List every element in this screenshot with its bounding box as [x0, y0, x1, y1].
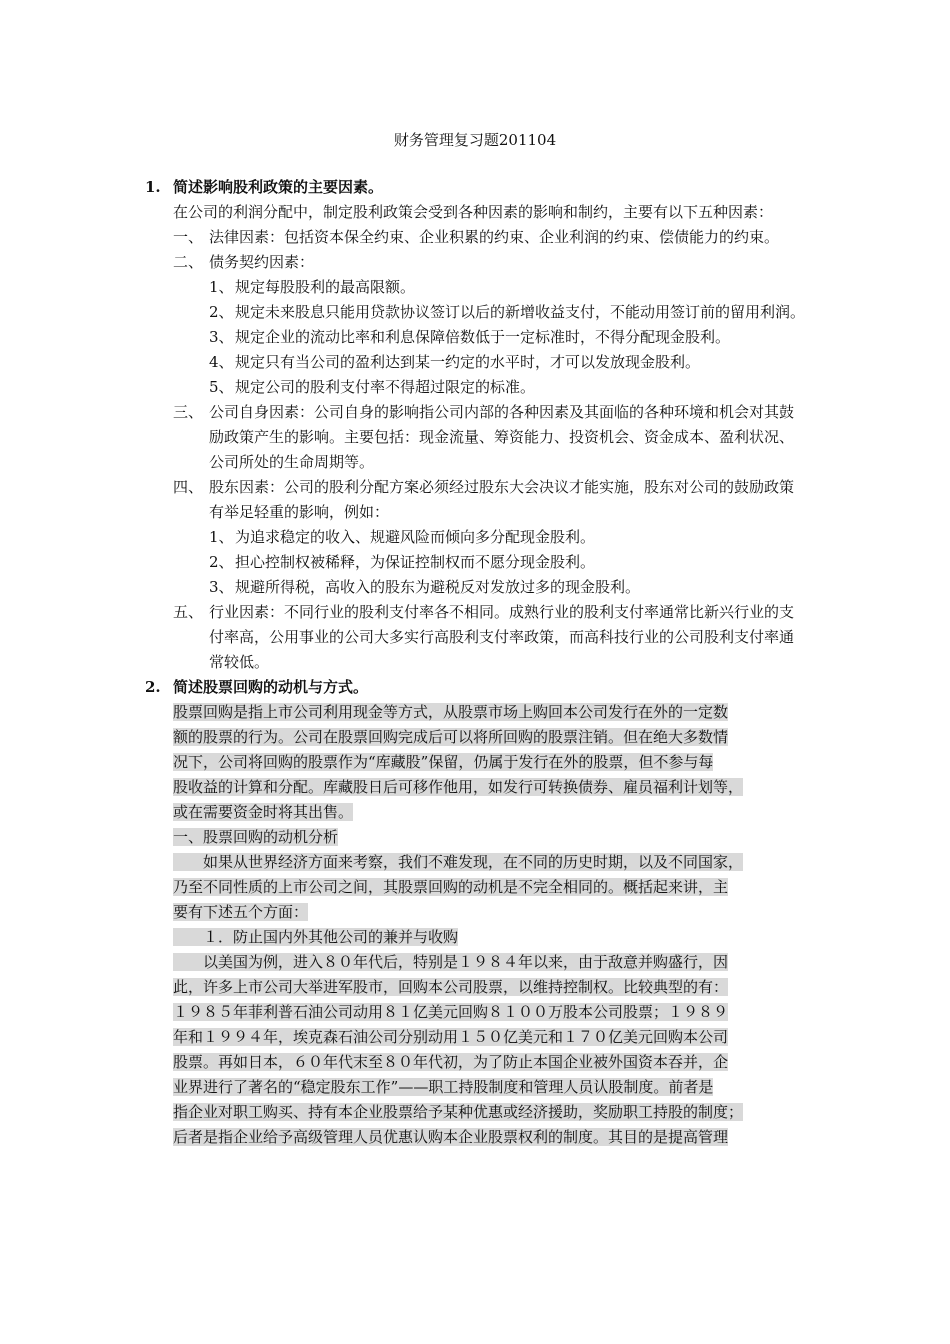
answer-line-9 — [173, 900, 805, 925]
highlighted-text: 股票回购是指上市公司利用现金等方式，从股票市场上购回本公司发行在外的一定数 — [173, 703, 729, 721]
highlighted-text: 要有下述五个方面： — [173, 903, 309, 921]
highlighted-text: 如果从世界经济方面来考察，我们不难发现，在不同的历史时期，以及不同国家， — [173, 853, 744, 871]
highlighted-text: 股收益的计算和分配。库藏股日后可移作他用，如发行可转换债券、雇员福利计划等， — [173, 778, 744, 796]
q1-intro: 在公司的利润分配中，制定股利政策会受到各种因素的影响和制约，主要有以下五种因素： — [173, 203, 774, 221]
answer-line-8 — [173, 875, 805, 900]
sub-marker: 2、 — [209, 553, 234, 571]
answer-line-18 — [173, 1125, 805, 1150]
answer-line-10 — [173, 925, 805, 950]
highlighted-text: 乃至不同性质的上市公司之间，其股票回购的动机是不完全相同的。概括起来讲，主 — [173, 878, 729, 896]
answer-line-15 — [173, 1050, 805, 1075]
question-2-heading — [145, 675, 805, 700]
sub-text: 规定未来股息只能用贷款协议签订以后的新增收益支付，不能动用签订前的留用利润。 — [235, 303, 806, 321]
highlighted-text: 股票。再如日本，６０年代末至８０年代初，为了防止本国企业被外国资本吞并，企 — [173, 1053, 729, 1071]
q1-item-3 — [145, 400, 805, 475]
holder-sub-item-1 — [145, 525, 805, 550]
debt-sub-item-2 — [145, 300, 805, 325]
answer-line-12 — [173, 975, 805, 1000]
answer-line-5 — [173, 800, 805, 825]
item-text: 债务契约因素： — [209, 253, 315, 271]
sub-text: 规避所得税，高收入的股东为避税反对发放过多的现金股利。 — [235, 578, 641, 596]
answer-line-14 — [173, 1025, 805, 1050]
highlighted-text: 额的股票的行为。公司在股票回购完成后可以将所回购的股票注销。但在绝大多数情 — [173, 728, 729, 746]
item-marker: 二、 — [173, 253, 204, 271]
answer-line-17 — [173, 1100, 805, 1125]
answer-line-6 — [173, 825, 805, 850]
answer-line-13 — [173, 1000, 805, 1025]
debt-sub-item-1 — [145, 275, 805, 300]
highlighted-text: 一、股票回购的动机分析 — [173, 828, 339, 846]
item-marker: 五、 — [173, 603, 204, 621]
item-text: 公司自身因素：公司自身的影响指公司内部的各种因素及其面临的各种环境和机会对其鼓励政策产生的影响。主要包括：现金流量、筹资能力、投资机会、资金成本、盈利状况、公司所处的生命周期等。 — [209, 403, 795, 471]
sub-marker: 4、 — [209, 353, 234, 371]
answer-line-11 — [173, 950, 805, 975]
sub-text: 担心控制权被稀释，为保证控制权而不愿分现金股利。 — [235, 553, 596, 571]
q1-item-2 — [145, 250, 805, 275]
highlighted-text: 业界进行了著名的“稳定股东工作”——职工持股制度和管理人员认股制度。前者是 — [173, 1078, 714, 1096]
question-title: 简述股票回购的动机与方式。 — [173, 678, 369, 696]
debt-sub-item-5 — [145, 375, 805, 400]
q1-item-5 — [145, 600, 805, 675]
sub-marker: 2、 — [209, 303, 234, 321]
answer-line-1 — [173, 700, 805, 725]
answer-line-3 — [173, 750, 805, 775]
question-title: 简述影响股利政策的主要因素。 — [173, 178, 384, 196]
holder-sub-item-3 — [145, 575, 805, 600]
question-number: 2. — [145, 678, 161, 696]
item-marker: 一、 — [173, 228, 204, 246]
item-text: 股东因素：公司的股利分配方案必须经过股东大会决议才能实施，股东对公司的鼓励政策有举足轻重的影响，例如： — [209, 478, 795, 521]
question-1-heading — [145, 175, 805, 200]
sub-text: 规定公司的股利支付率不得超过限定的标准。 — [235, 378, 536, 396]
item-text: 法律因素：包括资本保全约束、企业积累的约束、企业利润的约束、偿债能力的约束。 — [209, 228, 780, 246]
debt-sub-item-4 — [145, 350, 805, 375]
answer-line-16 — [173, 1075, 805, 1100]
highlighted-text: 此，许多上市公司大举进军股市，回购本公司股票，以维持控制权。比较典型的有： — [173, 978, 729, 996]
sub-marker: 5、 — [209, 378, 234, 396]
q1-item-4 — [145, 475, 805, 525]
q1-item-1 — [145, 225, 805, 250]
item-marker: 四、 — [173, 478, 204, 496]
answer-line-7 — [173, 850, 805, 875]
question-number: 1. — [145, 178, 161, 196]
highlighted-text: 况下，公司将回购的股票作为“库藏股”保留，仍属于发行在外的股票，但不参与每 — [173, 753, 714, 771]
sub-marker: 1、 — [209, 528, 234, 546]
sub-text: 规定每股股利的最高限额。 — [235, 278, 416, 296]
q2-answer — [145, 700, 805, 1150]
highlighted-text: 指企业对职工购买、持有本企业股票给予某种优惠或经济援助，奖励职工持股的制度； — [173, 1103, 744, 1121]
sub-text: 规定只有当公司的盈利达到某一约定的水平时，才可以发放现金股利。 — [235, 353, 701, 371]
highlighted-text: １９８５年菲利普石油公司动用８１亿美元回购８１００万股本公司股票；１９８９ — [173, 1003, 729, 1021]
debt-sub-item-3 — [145, 325, 805, 350]
sub-text: 规定企业的流动比率和利息保障倍数低于一定标准时，不得分配现金股利。 — [235, 328, 731, 346]
holder-sub-item-2 — [145, 550, 805, 575]
answer-line-2 — [173, 725, 805, 750]
sub-marker: 1、 — [209, 278, 234, 296]
highlighted-text: 或在需要资金时将其出售。 — [173, 803, 354, 821]
highlighted-text: 后者是指企业给予高级管理人员优惠认购本企业股票权利的制度。其目的是提高管理 — [173, 1128, 729, 1146]
answer-line-4 — [173, 775, 805, 800]
document-title: 财务管理复习题201104 — [393, 131, 557, 149]
document-body — [145, 175, 805, 1150]
item-marker: 三、 — [173, 403, 204, 421]
highlighted-text: 年和１９９４年，埃克森石油公司分别动用１５０亿美元和１７０亿美元回购本公司 — [173, 1028, 729, 1046]
sub-text: 为追求稳定的收入、规避风险而倾向多分配现金股利。 — [235, 528, 596, 546]
item-text: 行业因素：不同行业的股利支付率各不相同。成熟行业的股利支付率通常比新兴行业的支付率高，公用事业的公司大多实行高股利支付率政策，而高科技行业的公司股利支付率通常较低。 — [209, 603, 795, 671]
highlighted-text: １．防止国内外其他公司的兼并与收购 — [173, 928, 459, 946]
sub-marker: 3、 — [209, 328, 234, 346]
highlighted-text: 以美国为例，进入８０年代后，特别是１９８４年以来，由于敌意并购盛行，因 — [173, 953, 729, 971]
sub-marker: 3、 — [209, 578, 234, 596]
